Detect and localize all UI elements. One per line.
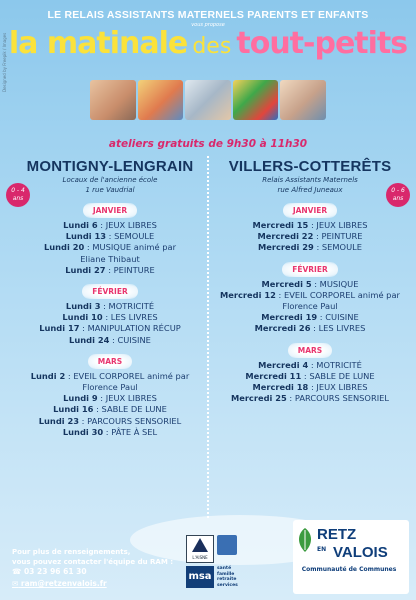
day-label: Mercredi 26 [254, 323, 311, 334]
aisne-logo: L'AISNE [186, 535, 214, 563]
montigny-column [10, 158, 210, 438]
activity-line-continued [210, 301, 410, 312]
month-block-fevrier [10, 276, 210, 346]
day-label: Mercredi 18 [252, 382, 309, 393]
activity-line: Lundi 10 : LES LIVRES [62, 312, 158, 323]
title-part-tout-petits: tout-petits [236, 26, 408, 61]
activity-line: Lundi 27 : PEINTURE [65, 264, 155, 275]
activity-label: CUISINE [325, 312, 359, 323]
activity-label: PÂTE À SEL [111, 426, 158, 437]
day-label: Mercredi 12 [220, 289, 276, 300]
activity-line: Mercredi 11 : SABLE DE LUNE [245, 370, 375, 381]
activity-label: SABLE DE LUNE [101, 404, 167, 415]
activity-label: SABLE DE LUNE [309, 370, 375, 381]
title-part-matinale: la matinale [8, 26, 188, 61]
month-block-mars [210, 335, 410, 405]
activity-label: CUISINE [117, 334, 151, 345]
address-line-2: rue Alfred Juneaux [277, 186, 343, 194]
activity-line: Mercredi 15 : JEUX LIBRES [252, 220, 368, 230]
activity-line: Lundi 20 : MUSIQUE animé par [43, 242, 177, 253]
activity-line: Lundi 9 : JEUX LIBRES [63, 393, 157, 404]
day-label: Mercredi 19 [261, 312, 318, 323]
activity-line: Mercredi 29 : SEMOULE [257, 242, 363, 253]
day-label: Mercredi 4 [258, 359, 309, 370]
age-badge-right: 0 - 6 ans [386, 183, 410, 207]
leaf-icon [295, 526, 315, 554]
month-block-fevrier [210, 254, 410, 335]
activity-line: Lundi 13 : SEMOULE [65, 231, 155, 242]
activity-label: PARCOURS SENSORIEL [87, 415, 182, 426]
address-line-2: 1 rue Vaudrial [85, 186, 135, 194]
photo-5 [280, 80, 326, 120]
activity-line: Lundi 16 : SABLE DE LUNE [53, 404, 167, 415]
activity-label: MUSIQUE animé par [92, 242, 177, 253]
activity-label: PARCOURS SENSORIEL [294, 393, 390, 404]
day-label: Lundi 20 [43, 242, 85, 253]
activity-label: JEUX LIBRES [316, 382, 368, 393]
activity-line: Lundi 2 : EVEIL CORPOREL animé par [30, 370, 190, 381]
photo-strip [90, 80, 326, 120]
msa-tagline: santé famille retraite services [217, 566, 238, 588]
activity-label: SEMOULE [114, 231, 155, 242]
month-label: MARS [288, 343, 332, 358]
brand-subtitle: Communauté de Communes [301, 566, 397, 573]
day-label: Lundi 16 [53, 404, 94, 415]
activity-line: Mercredi 5 : MUSIQUE [261, 278, 359, 289]
activity-label: MUSIQUE [319, 278, 359, 289]
day-label: Lundi 6 [63, 220, 98, 230]
town-name: VILLERS-COTTERÊTS [228, 158, 392, 175]
villers-column [210, 158, 410, 404]
activity-label: JEUX LIBRES [316, 220, 368, 230]
day-label: Lundi 30 [62, 426, 104, 437]
day-label: Lundi 23 [38, 415, 80, 426]
month-block-janvier [10, 195, 210, 276]
day-label: Mercredi 22 [257, 231, 314, 242]
month-label: MARS [88, 354, 132, 369]
activity-line-continued [10, 382, 210, 393]
activity-label: EVEIL CORPOREL animé par [283, 289, 400, 300]
town-name: MONTIGNY-LENGRAIN [26, 158, 194, 175]
activity-line: Mercredi 19 : CUISINE [261, 312, 359, 323]
month-block-janvier [210, 195, 410, 254]
activity-line: Lundi 30 : PÂTE À SEL [62, 426, 158, 437]
activity-label: JEUX LIBRES [105, 393, 157, 404]
address-line-1: Locaux de l'ancienne école [62, 176, 158, 184]
day-label: Mercredi 11 [245, 370, 302, 381]
retz-en-valois-logo [293, 520, 409, 594]
activity-label: MANIPULATION RÉCUP [87, 323, 181, 334]
contact-info: Pour plus de renseignements, vous pouvez contacter l'équipe du RAM : [12, 548, 174, 566]
activity-line: Mercredi 18 : JEUX LIBRES [252, 382, 368, 393]
phone-icon: ☎ [12, 567, 22, 576]
activity-label: Florence Paul [282, 301, 338, 312]
activity-label: EVEIL CORPOREL animé par [73, 370, 190, 381]
brand-retz: RETZ [317, 526, 357, 543]
organizer-heading: LE RELAIS ASSISTANTS MATERNELS PARENTS ET ENFANTS [47, 9, 369, 21]
activity-label: Florence Paul [82, 382, 138, 393]
msa-logo: msa [186, 566, 214, 588]
activity-label: MOTRICITÉ [316, 359, 362, 370]
day-label: Mercredi 29 [257, 242, 314, 253]
photo-2 [138, 80, 184, 120]
day-label: Lundi 24 [69, 334, 110, 345]
day-label: Mercredi 15 [252, 220, 309, 230]
phone-number: ☎ 03 23 96 61 30 [12, 567, 87, 576]
activity-line: Mercredi 26 : LES LIVRES [254, 323, 366, 334]
month-block-mars [10, 346, 210, 438]
month-label: JANVIER [283, 203, 337, 218]
photo-4 [233, 80, 279, 120]
activity-label: JEUX LIBRES [105, 220, 157, 230]
day-label: Mercredi 25 [230, 393, 287, 404]
activity-line: Lundi 6 : JEUX LIBRES [63, 220, 157, 230]
title-part-des: des [192, 34, 232, 59]
activity-label: PEINTURE [321, 231, 363, 242]
activity-label: LES LIVRES [110, 312, 158, 323]
activity-line-continued [10, 254, 210, 265]
age-badge-left: 0 - 4 ans [6, 183, 30, 207]
activity-line: Lundi 3 : MOTRICITÉ [65, 301, 155, 312]
day-label: Lundi 17 [39, 323, 80, 334]
day-label: Lundi 27 [65, 264, 106, 275]
event-title [0, 26, 416, 61]
email-link[interactable]: ✉ ram@retzenvalois.fr [12, 579, 107, 588]
propose-text: vous propose [191, 22, 225, 28]
day-label: Lundi 13 [65, 231, 107, 242]
photo-3 [185, 80, 231, 120]
month-label: FÉVRIER [82, 284, 138, 299]
activity-line: Mercredi 22 : PEINTURE [257, 231, 363, 242]
activity-line: Mercredi 12 : EVEIL CORPOREL animé par [220, 289, 400, 300]
schedule-time: ateliers gratuits de 9h30 à 11h30 [108, 138, 308, 150]
month-label: FÉVRIER [282, 262, 338, 277]
activity-label: LES LIVRES [318, 323, 366, 334]
mail-icon: ✉ [12, 579, 19, 588]
activity-label: PEINTURE [113, 264, 155, 275]
activity-label: Eliane Thibaut [80, 253, 140, 264]
month-label: JANVIER [83, 203, 137, 218]
activity-label: MOTRICITÉ [108, 301, 155, 312]
activity-label: SEMOULE [321, 242, 363, 253]
activity-line: Lundi 24 : CUISINE [69, 334, 151, 345]
activity-line: Lundi 23 : PARCOURS SENSORIEL [38, 415, 182, 426]
activity-line: Mercredi 4 : MOTRICITÉ [258, 359, 362, 370]
photo-credit: Designed by Freepik / Images [2, 32, 7, 92]
day-label: Mercredi 5 [261, 278, 312, 289]
caf-logo [217, 535, 237, 555]
day-label: Lundi 3 [65, 301, 101, 312]
photo-1 [90, 80, 136, 120]
brand-en: EN [317, 546, 327, 553]
activity-line: Lundi 17 : MANIPULATION RÉCUP [39, 323, 181, 334]
address-line-1: Relais Assistants Maternels [262, 176, 358, 184]
aisne-emblem-icon [192, 538, 208, 552]
brand-valois: VALOIS [333, 544, 388, 561]
day-label: Lundi 10 [62, 312, 103, 323]
day-label: Lundi 9 [63, 393, 98, 404]
day-label: Lundi 2 [30, 370, 66, 381]
activity-line: Mercredi 25 : PARCOURS SENSORIEL [230, 393, 390, 404]
